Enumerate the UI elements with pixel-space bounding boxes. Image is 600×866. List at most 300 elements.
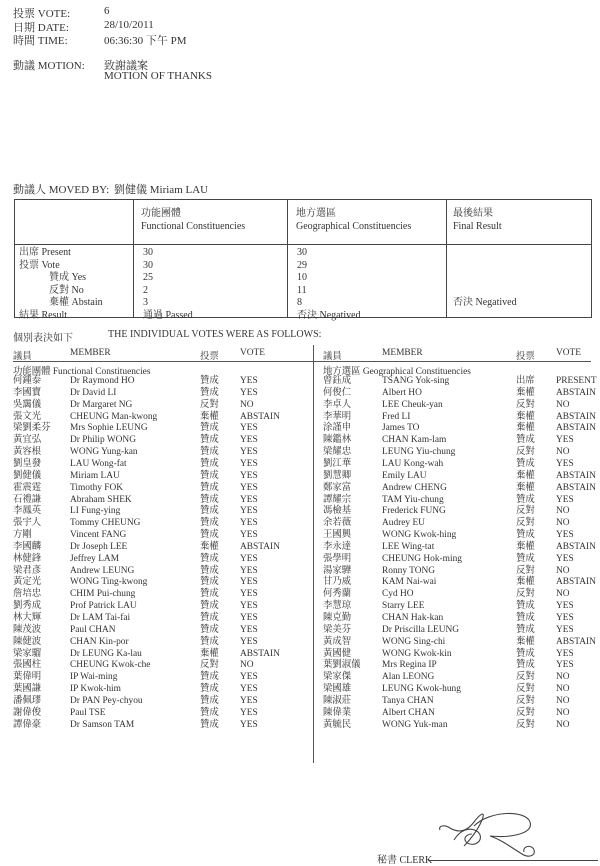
fc-no: 2 — [143, 284, 148, 296]
member-name-en: CHAN Kam-lam — [382, 435, 447, 446]
fc-header-zh: 功能團體 — [141, 208, 181, 219]
motion-title-zh: 致謝議案 — [104, 60, 148, 72]
member-name-zh: 何鍾泰 — [13, 376, 42, 386]
member-name-zh: 方剛 — [13, 530, 32, 541]
gc-vote: 29 — [297, 259, 307, 271]
fc-column-header — [141, 208, 245, 233]
member-name-zh: 葉偉明 — [13, 672, 42, 683]
vote-zh: 贊成 — [516, 648, 535, 659]
member-name-zh: 梁國雄 — [323, 684, 352, 695]
member-name-en: WONG Kwok-kin — [382, 648, 452, 659]
right-header-vote-en: VOTE — [556, 348, 581, 358]
member-name-zh: 謝偉俊 — [13, 707, 42, 718]
vote-zh: 反對 — [516, 518, 535, 529]
clerk-label: 秘書 CLERK — [377, 855, 433, 866]
gc-values — [297, 247, 361, 322]
vote-en: YES — [240, 707, 258, 718]
member-name-en: Prof Patrick LAU — [70, 601, 137, 612]
vote-zh: 棄權 — [200, 541, 219, 552]
vote-en: YES — [556, 601, 574, 612]
vote-en: YES — [240, 719, 258, 730]
member-name-zh: 陳克勤 — [323, 613, 352, 623]
vote-zh: 贊成 — [200, 506, 219, 517]
vote-en: YES — [240, 565, 258, 576]
member-name-zh: 劉秀成 — [13, 601, 42, 612]
member-name-en: LAU Kong-wah — [382, 458, 444, 469]
vote-en: YES — [556, 624, 574, 635]
member-name-zh: 劉健儀 — [13, 470, 42, 481]
vote-zh: 反對 — [516, 707, 535, 718]
member-name-en: Vincent FANG — [70, 530, 127, 541]
vote-zh: 棄權 — [516, 423, 535, 434]
vote-en: ABSTAIN — [556, 411, 596, 422]
right-header-member-zh: 議員 — [323, 352, 342, 362]
individual-title-en: THE INDIVIDUAL VOTES WERE AS FOLLOWS: — [108, 329, 322, 340]
vote-en: NO — [556, 719, 570, 730]
member-name-en: Dr Joseph LEE — [70, 541, 128, 552]
row-label-present: 出席 Present — [19, 247, 71, 258]
vote-en: YES — [240, 684, 258, 695]
member-name-zh: 張國柱 — [13, 660, 42, 671]
header-divider-left — [13, 361, 313, 362]
member-name-en: Mrs Sophie LEUNG — [70, 423, 148, 434]
member-name-en: LEUNG Yiu-chung — [382, 447, 456, 458]
member-name-zh: 李卓人 — [323, 399, 352, 410]
row-label-vote: 投票 Vote — [19, 259, 60, 271]
vote-zh: 棄權 — [516, 470, 535, 481]
fc-values — [143, 247, 193, 322]
vote-en: NO — [556, 447, 570, 458]
vote-en: YES — [240, 387, 258, 398]
vote-zh: 贊成 — [200, 482, 219, 493]
member-name-en: Emily LAU — [382, 470, 427, 481]
vote-zh: 贊成 — [516, 624, 535, 635]
summary-table — [14, 199, 592, 321]
row-label-yes: 贊成 Yes — [49, 272, 87, 283]
time-label: 時間 TIME: — [13, 35, 68, 47]
vote-en: NO — [556, 695, 570, 706]
vote-zh: 贊成 — [200, 518, 219, 529]
member-name-zh: 梁耀忠 — [323, 447, 352, 458]
member-name-zh: 李永達 — [323, 541, 352, 552]
final-header-zh: 最後結果 — [453, 208, 493, 219]
vote-zh: 贊成 — [516, 458, 535, 469]
vote-label: 投票 VOTE: — [13, 8, 71, 20]
member-name-en: WONG Yuk-man — [382, 719, 448, 730]
member-name-en: WONG Ting-kwong — [70, 577, 148, 588]
member-name-en: Dr Margaret NG — [70, 399, 133, 410]
vote-en: YES — [240, 613, 258, 623]
vote-zh: 贊成 — [200, 530, 219, 541]
vote-zh: 反對 — [516, 506, 535, 517]
member-name-zh: 林大輝 — [13, 613, 42, 623]
vote-zh: 贊成 — [516, 613, 535, 623]
member-name-en: Alan LEONG — [382, 672, 435, 683]
member-name-zh: 葉國謙 — [13, 684, 42, 695]
vote-zh: 贊成 — [200, 695, 219, 706]
member-name-zh: 詹培忠 — [13, 589, 42, 600]
vote-en: YES — [240, 601, 258, 612]
vote-en: NO — [556, 684, 570, 695]
vote-zh: 贊成 — [200, 613, 219, 623]
left-header-vote-en: VOTE — [240, 348, 265, 358]
gc-header-zh: 地方選區 — [296, 208, 336, 219]
fc-vote: 30 — [143, 259, 153, 271]
vote-zh: 出席 — [516, 376, 535, 386]
member-name-zh: 譚耀宗 — [323, 494, 352, 505]
row-label-abstain: 棄權 Abstain — [49, 297, 103, 308]
row-label-no: 反對 No — [49, 284, 84, 296]
vote-en: YES — [240, 672, 258, 683]
member-name-zh: 黃宜弘 — [13, 435, 42, 446]
member-name-en: LEE Cheuk-yan — [382, 399, 443, 410]
vote-zh: 贊成 — [200, 553, 219, 564]
vote-en: ABSTAIN — [556, 470, 596, 481]
member-name-zh: 潘佩璆 — [13, 695, 42, 706]
member-name-zh: 鄭家富 — [323, 482, 352, 493]
member-name-zh: 石禮謙 — [13, 494, 42, 505]
vote-en: YES — [240, 589, 258, 600]
member-name-en: Cyd HO — [382, 589, 414, 600]
member-name-en: Tanya CHAN — [382, 695, 434, 706]
motion-title-en: MOTION OF THANKS — [104, 70, 212, 82]
vote-en: YES — [556, 494, 574, 505]
member-name-zh: 李鳳英 — [13, 506, 42, 517]
member-name-zh: 黃容根 — [13, 447, 42, 458]
final-column-header — [453, 208, 502, 233]
vote-en: YES — [240, 695, 258, 706]
vote-zh: 棄權 — [516, 387, 535, 398]
moved-by-value: 劉健儀 Miriam LAU — [114, 184, 209, 196]
vote-zh: 贊成 — [516, 553, 535, 564]
member-name-en: CHEUNG Hok-ming — [382, 553, 462, 564]
vote-en: ABSTAIN — [556, 577, 596, 588]
vote-en: YES — [556, 530, 574, 541]
vote-zh: 贊成 — [516, 601, 535, 612]
vote-en: YES — [240, 636, 258, 647]
member-name-en: Andrew LEUNG — [70, 565, 135, 576]
moved-by-label: 動議人 MOVED BY: — [13, 184, 110, 196]
table-header-divider — [15, 244, 591, 245]
member-name-en: CHEUNG Man-kwong — [70, 411, 158, 422]
member-name-en: LAU Wong-fat — [70, 458, 127, 469]
member-name-zh: 曾鈺成 — [323, 376, 352, 386]
vote-zh: 贊成 — [200, 577, 219, 588]
member-name-zh: 李國寶 — [13, 387, 42, 398]
member-name-en: CHAN Hak-kan — [382, 613, 444, 623]
final-result: 否決 Negatived — [453, 297, 517, 308]
vote-zh: 贊成 — [200, 565, 219, 576]
vote-zh: 贊成 — [516, 660, 535, 671]
member-name-en: Dr Philip WONG — [70, 435, 136, 446]
vote-zh: 棄權 — [516, 577, 535, 588]
vote-zh: 贊成 — [200, 684, 219, 695]
member-name-zh: 葉劉淑儀 — [323, 660, 361, 671]
member-name-zh: 黃國健 — [323, 648, 352, 659]
vote-zh: 棄權 — [516, 636, 535, 647]
member-name-zh: 陳鑑林 — [323, 435, 352, 446]
vote-en: YES — [240, 506, 258, 517]
fc-present: 30 — [143, 247, 153, 258]
vote-zh: 棄權 — [516, 482, 535, 493]
vote-zh: 贊成 — [200, 589, 219, 600]
member-name-zh: 王國興 — [323, 530, 352, 541]
vote-zh: 贊成 — [200, 435, 219, 446]
vote-zh: 贊成 — [200, 719, 219, 730]
vote-en: NO — [556, 707, 570, 718]
vote-zh: 反對 — [516, 589, 535, 600]
member-name-en: Dr LAM Tai-fai — [70, 613, 131, 623]
left-header-vote-zh: 投票 — [200, 352, 219, 362]
left-header-member-zh: 議員 — [13, 352, 32, 362]
fc-abstain: 3 — [143, 297, 148, 308]
member-name-en: WONG Kwok-hing — [382, 530, 457, 541]
member-name-en: CHEUNG Kwok-che — [70, 660, 151, 671]
vote-zh: 贊成 — [200, 601, 219, 612]
member-name-zh: 黃成智 — [323, 636, 352, 647]
vote-zh: 贊成 — [200, 624, 219, 635]
member-name-zh: 陳偉業 — [323, 707, 352, 718]
member-name-en: CHIM Pui-chung — [70, 589, 136, 600]
member-name-zh: 涂謹申 — [323, 423, 352, 434]
member-name-en: CHAN Kin-por — [70, 636, 129, 647]
vote-en: YES — [240, 553, 258, 564]
member-name-en: Frederick FUNG — [382, 506, 446, 517]
right-header-member-en: MEMBER — [382, 348, 423, 358]
vote-zh: 贊成 — [200, 636, 219, 647]
member-name-zh: 李華明 — [323, 411, 352, 422]
vote-en: YES — [556, 553, 574, 564]
member-name-zh: 何俊仁 — [323, 387, 352, 398]
member-name-zh: 陳淑莊 — [323, 695, 352, 706]
vote-en: ABSTAIN — [240, 648, 280, 659]
member-name-zh: 張學明 — [323, 553, 352, 564]
member-name-en: Miriam LAU — [70, 470, 120, 481]
vote-zh: 贊成 — [200, 387, 219, 398]
vote-en: YES — [556, 458, 574, 469]
final-header-en: Final Result — [453, 220, 502, 232]
gc-column-header — [296, 208, 411, 233]
member-name-zh: 梁家傑 — [323, 672, 352, 683]
vote-zh: 反對 — [516, 684, 535, 695]
member-name-zh: 李慧琼 — [323, 601, 352, 612]
table-divider — [287, 200, 288, 317]
member-name-zh: 林健鋒 — [13, 553, 42, 564]
vote-en: NO — [240, 399, 254, 410]
vote-en: YES — [556, 660, 574, 671]
vote-zh: 贊成 — [200, 458, 219, 469]
vote-en: YES — [240, 577, 258, 588]
vote-en: YES — [240, 530, 258, 541]
member-name-zh: 何秀蘭 — [323, 589, 352, 600]
gc-yes: 10 — [297, 272, 307, 283]
vote-zh: 棄權 — [200, 648, 219, 659]
date-label: 日期 DATE: — [13, 22, 69, 34]
member-name-en: Albert HO — [382, 387, 422, 398]
motion-label: 動議 MOTION: — [13, 60, 85, 72]
member-name-en: KAM Nai-wai — [382, 577, 437, 588]
gc-no: 11 — [297, 284, 307, 296]
fc-section-title: 功能團體 Functional Constituencies — [13, 367, 151, 377]
member-name-en: Dr PAN Pey-chyou — [70, 695, 143, 706]
vote-en: ABSTAIN — [556, 636, 596, 647]
vote-en: ABSTAIN — [240, 541, 280, 552]
vote-zh: 贊成 — [200, 494, 219, 505]
member-name-zh: 梁君彥 — [13, 565, 42, 576]
vote-en: YES — [556, 435, 574, 446]
gc-present: 30 — [297, 247, 307, 258]
vote-en: YES — [240, 470, 258, 481]
member-name-en: Fred LI — [382, 411, 411, 422]
vote-en: YES — [240, 376, 258, 386]
vote-en: YES — [240, 518, 258, 529]
member-name-zh: 李國麟 — [13, 541, 42, 552]
member-name-en: Tommy CHEUNG — [70, 518, 141, 529]
member-name-zh: 吳靄儀 — [13, 399, 42, 410]
vote-zh: 反對 — [516, 565, 535, 576]
member-name-zh: 馮檢基 — [323, 506, 352, 517]
vote-zh: 反對 — [516, 399, 535, 410]
vote-zh: 贊成 — [200, 376, 219, 386]
member-name-en: Ronny TONG — [382, 565, 436, 576]
fc-result: 通過 Passed — [143, 309, 193, 321]
vote-en: ABSTAIN — [556, 482, 596, 493]
vote-zh: 棄權 — [200, 411, 219, 422]
left-header-member-en: MEMBER — [70, 348, 111, 358]
member-name-zh: 劉皇發 — [13, 458, 42, 469]
vote-zh: 贊成 — [200, 470, 219, 481]
clerk-signature-line — [428, 860, 598, 861]
vote-zh: 反對 — [200, 660, 219, 671]
vote-zh: 反對 — [200, 399, 219, 410]
member-name-en: TAM Yiu-chung — [382, 494, 444, 505]
member-name-en: LEE Wing-tat — [382, 541, 435, 552]
fc-header-en: Functional Constituencies — [141, 220, 246, 232]
member-name-en: WONG Yung-kan — [70, 447, 138, 458]
member-name-en: IP Wai-ming — [70, 672, 118, 683]
vote-zh: 反對 — [516, 672, 535, 683]
member-name-zh: 陳茂波 — [13, 624, 42, 635]
vote-en: NO — [556, 506, 570, 517]
vote-en: YES — [240, 624, 258, 635]
member-name-zh: 余若薇 — [323, 518, 352, 529]
member-name-en: Dr Samson TAM — [70, 719, 135, 730]
table-divider — [446, 200, 447, 317]
member-name-zh: 梁美芬 — [323, 624, 352, 635]
member-name-en: Andrew CHENG — [382, 482, 447, 493]
vote-en: YES — [240, 482, 258, 493]
member-name-en: Dr David LI — [70, 387, 117, 398]
member-name-en: James TO — [382, 423, 420, 434]
gc-result: 否決 Negatived — [297, 309, 361, 321]
member-name-en: Audrey EU — [382, 518, 425, 529]
vote-en: YES — [240, 423, 258, 434]
member-name-zh: 湯家驊 — [323, 565, 352, 576]
vote-zh: 反對 — [516, 695, 535, 706]
vote-en: NO — [556, 565, 570, 576]
member-name-en: Dr LEUNG Ka-lau — [70, 648, 142, 659]
right-header-vote-zh: 投票 — [516, 352, 535, 362]
vote-zh: 贊成 — [200, 423, 219, 434]
member-name-zh: 霍震霆 — [13, 482, 42, 493]
header-divider-right — [313, 361, 591, 362]
vote-zh: 贊成 — [516, 494, 535, 505]
vote-en: NO — [556, 518, 570, 529]
vote-zh: 贊成 — [516, 530, 535, 541]
date-value: 28/10/2011 — [104, 19, 154, 31]
gc-header-en: Geographical Constituencies — [296, 220, 412, 232]
vote-en: ABSTAIN — [556, 387, 596, 398]
time-value: 06:36:30 下午 PM — [104, 35, 187, 47]
member-name-zh: 劉江華 — [323, 458, 352, 469]
member-name-zh: 梁劉柔芬 — [13, 423, 51, 434]
member-name-en: Abraham SHEK — [70, 494, 132, 505]
member-name-en: WONG Sing-chi — [382, 636, 446, 647]
member-name-en: LEUNG Kwok-hung — [382, 684, 461, 695]
member-name-en: Dr Priscilla LEUNG — [382, 624, 460, 635]
member-name-zh: 黃毓民 — [323, 719, 352, 730]
vote-en: ABSTAIN — [556, 423, 596, 434]
member-name-en: Paul CHAN — [70, 624, 116, 635]
member-name-en: Paul TSE — [70, 707, 106, 718]
individual-title-zh: 個別表決如下 — [13, 333, 73, 344]
member-name-zh: 譚偉豪 — [13, 719, 42, 730]
vote-zh: 贊成 — [516, 435, 535, 446]
row-label-result: 結果 Result — [19, 309, 68, 321]
column-divider — [313, 345, 314, 763]
member-name-zh: 甘乃威 — [323, 577, 352, 588]
member-name-zh: 黃定光 — [13, 577, 42, 588]
member-name-en: Jeffrey LAM — [70, 553, 120, 564]
vote-en: YES — [240, 447, 258, 458]
table-divider — [133, 200, 134, 317]
vote-number: 6 — [104, 5, 110, 17]
member-name-zh: 張宇人 — [13, 518, 42, 529]
vote-en: NO — [556, 589, 570, 600]
member-name-zh: 梁家騮 — [13, 648, 42, 659]
vote-en: ABSTAIN — [240, 411, 280, 422]
vote-zh: 棄權 — [516, 411, 535, 422]
member-name-en: Albert CHAN — [382, 707, 435, 718]
vote-zh: 贊成 — [200, 707, 219, 718]
member-name-zh: 張文光 — [13, 411, 42, 422]
vote-zh: 棄權 — [516, 541, 535, 552]
member-name-en: LI Fung-ying — [70, 506, 121, 517]
fc-yes: 25 — [143, 272, 153, 283]
vote-en: YES — [556, 613, 574, 623]
member-name-en: Mrs Regina IP — [382, 660, 437, 671]
vote-en: YES — [240, 435, 258, 446]
vote-zh: 贊成 — [200, 447, 219, 458]
member-name-en: Timothy FOK — [70, 482, 124, 493]
vote-en: PRESENT — [556, 376, 597, 386]
vote-en: YES — [240, 458, 258, 469]
vote-zh: 反對 — [516, 719, 535, 730]
vote-en: NO — [556, 399, 570, 410]
vote-zh: 贊成 — [200, 672, 219, 683]
member-name-zh: 劉慧卿 — [323, 470, 352, 481]
summary-row-labels — [19, 247, 103, 322]
member-name-en: Starry LEE — [382, 601, 425, 612]
member-name-en: Dr Raymond HO — [70, 376, 135, 386]
vote-en: NO — [240, 660, 254, 671]
member-name-zh: 陳健波 — [13, 636, 42, 647]
vote-en: YES — [240, 494, 258, 505]
gc-abstain: 8 — [297, 297, 302, 308]
member-name-en: IP Kwok-him — [70, 684, 121, 695]
vote-zh: 反對 — [516, 447, 535, 458]
vote-en: YES — [556, 648, 574, 659]
